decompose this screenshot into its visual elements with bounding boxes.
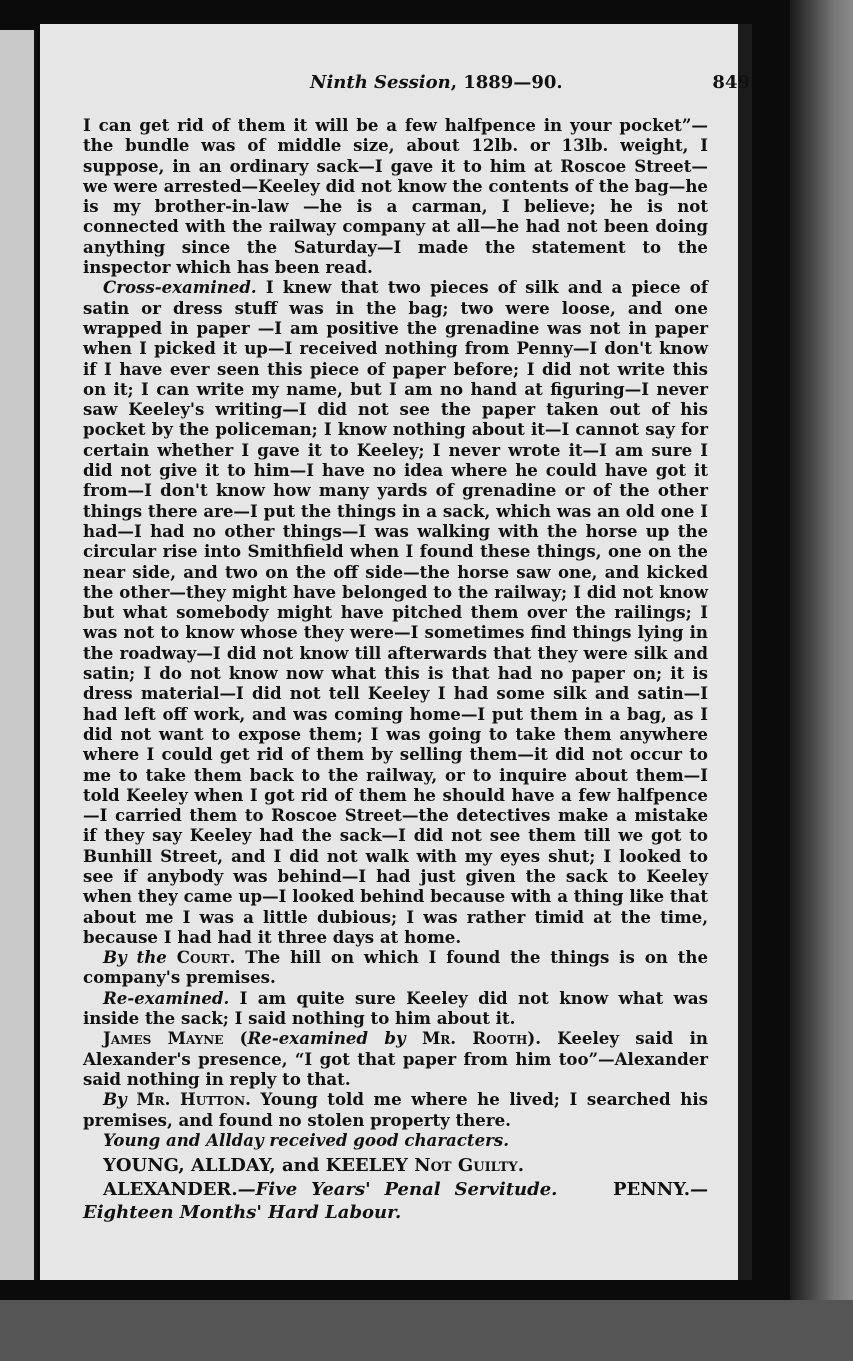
paragraph-by-the-court: By the Court. The hill on which I found the things is on the company's premises. xyxy=(83,947,709,988)
page-header xyxy=(310,72,750,102)
paragraph-1: I can get rid of them it will be a few halfpence in your pocket”—the bundle was of middle size, about 12lb. or 13lb. weight, I suppose, in an ordinary sack—I gave it to him at Roscoe Street—we were arrested—Keeley did not know the contents of the bag—he is my brother-in-law —he is a carman, I believe; he is not connected with the railway company at all—he had not been doing anything since the Saturday—I made the statement to the inspector which has been read. xyxy=(83,115,708,278)
cross-examined-label: Cross-examined. xyxy=(103,277,257,298)
paragraph-characters: Young and Allday received good characters. xyxy=(103,1129,509,1150)
paragraph-by-mr-hutton: By Mr. Hutton. Young told me where he lived; I searched his premises, and found no stolen property there. xyxy=(83,1089,708,1130)
verdict-line: YOUNG, ALLDAY, and KEELEY Not Guilty. xyxy=(103,1155,524,1177)
paragraph-james-mayne: James Mayne (Re-examined by Mr. Rooth). Keeley said in Alexander's presence, “I got that paper from him too”—Alexander said nothing in reply to that. xyxy=(83,1028,708,1089)
book-edge-background xyxy=(790,0,853,1361)
page-number: 849 xyxy=(712,72,750,93)
facing-page-edge xyxy=(0,30,37,1280)
paragraph-re-examined: Re-examined. I am quite sure Keeley did not know what was inside the sack; I said nothing to him about it. xyxy=(83,987,708,1029)
running-title: Ninth Session, 1889—90. xyxy=(310,72,563,93)
scan-bottom-background xyxy=(0,1300,853,1361)
paragraph-cross-examined: Cross-examined. I knew that two pieces of silk and a piece of satin or dress stuff was in the bag; two were loose, and one wrapped in paper —I am positive the grenadine was not in paper when I picked it up—I received nothing from Penny—I don't know if I have ever seen this piece of paper before; I did not write this on it; I can write my name, but I am no hand at figuring—I never saw Keeley's writing—I did not see the paper taken out of his pocket by the policeman; I know nothing about it—I cannot say for certain whether I gave it to Keeley; I never wrote it—I am sure I did not give it to him—I have no idea where he could have got it from—I don't know how many yards of grenadine or of the other things there are—I put the things in a sack, which was an old one I had—I had no other things—I was walking with the horse up the circular rise into Smithfield when I found these things, one on the near side, and two on the off side—the horse saw one, and kicked the other—they might have belonged to the railway; I did not know but what somebody might have pitched them over the railings; I was not to know whose they were—I sometimes find things lying in the roadway—I did not know till afterwards that they were silk and satin; I do not know now what this is that had no paper on; it is dress material—I did not tell Keeley I had some silk and satin—I had left off work, and was coming home—I put them in a bag, as I did not want to expose them; I was going to take them anywhere where I could get rid of them by selling them—it did not occur to me to take them back to the railway, or to inquire about them—I told Keeley when I got rid of them he should have a few halfpence—I carried them to Roscoe Street—the detectives make a mistake if they say Keeley had the sack—I did not see them till we got to Bunhill Street, and I did not walk with my eyes shut; I looked to see if anybody was behind—I had just given the sack to Keeley when they came up—I looked behind because with a thing like that about me I was a little dubious; I was rather timid at the time, because I had had it three days at home. xyxy=(83,277,708,947)
witness-name: James Mayne xyxy=(103,1028,224,1049)
page-body xyxy=(83,115,708,1224)
sentence-line: ALEXANDER.—Five Years' Penal Servitude. PENNY.—Eighteen Months' Hard Labour. xyxy=(83,1179,708,1224)
re-examined-label: Re-examined. xyxy=(103,987,230,1008)
